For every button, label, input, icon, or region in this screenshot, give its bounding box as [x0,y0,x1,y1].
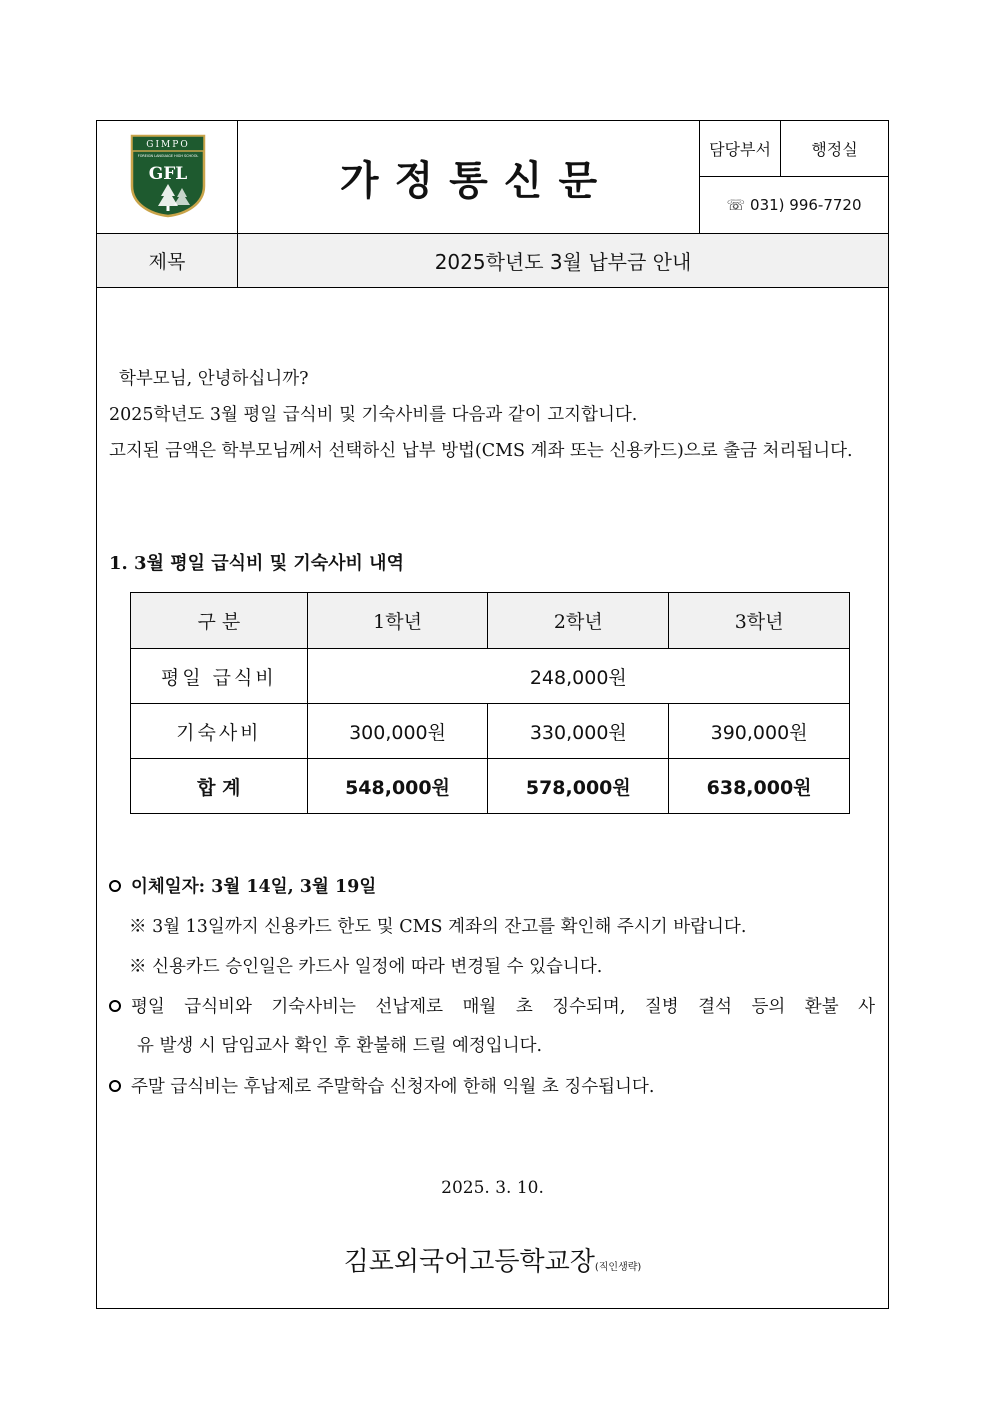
subject-row [97,234,888,288]
dorm-fee: 390,000원 [669,704,850,759]
intro-line-2: 고지된 금액은 학부모님께서 선택하신 납부 방법(CMS 계좌 또는 신용카드)으로 출금 처리됩니다. [109,441,853,461]
document-frame [96,120,889,1309]
dorm-fee: 300,000원 [307,704,488,759]
row-label-dorm: 기숙사비 [131,704,308,759]
intro [109,361,875,469]
row-label-total: 합 계 [131,759,308,814]
svg-text:FOREIGN LANGUAGE HIGH SCHOOL: FOREIGN LANGUAGE HIGH SCHOOL [137,154,199,158]
subject-label: 제목 [97,234,238,287]
total-fee: 638,000원 [669,759,850,814]
seal-note: (직인생략) [594,1262,642,1273]
dorm-fee: 330,000원 [488,704,669,759]
meal-fee: 248,000원 [307,649,849,704]
school-logo [128,134,208,218]
circle-bullet-icon [109,1000,121,1012]
signer-name: 김포외국어고등학교장 [343,1247,595,1277]
subject-value: 2025학년도 3월 납부금 안내 [434,250,692,274]
phone-number: ☏ 031) 996-7720 [726,196,862,214]
total-fee: 578,000원 [488,759,669,814]
table-row-dorm [131,704,850,759]
table-row-total [131,759,850,814]
title-cell [238,121,700,233]
transfer-date: 이체일자: 3월 14일, 3월 19일 [131,877,377,897]
table-header: 구 분 [131,593,308,649]
table-header: 3학년 [669,593,850,649]
header [97,121,888,234]
weekend-meal: 주말 급식비는 후납제로 주말학습 신청자에 한해 익월 초 징수됩니다. [131,1077,655,1097]
dept-value: 행정실 [781,121,888,177]
refund-line-1: 평일 급식비와 기숙사비는 선납제로 매월 초 징수되며, 질병 결석 등의 환불 사 [131,997,875,1017]
note-refund [109,993,875,1057]
total-fee: 548,000원 [307,759,488,814]
table-row-meal [131,649,850,704]
issue-date: 2025. 3. 10. [441,1178,544,1198]
greeting: 학부모님, 안녕하십니까? [119,369,309,389]
document-title: 가정통신문 [339,156,614,204]
table-header-row [131,593,850,649]
note-transfer [109,873,376,898]
svg-text:GIMPO: GIMPO [146,140,190,150]
signature [97,1241,888,1278]
note-sub-2: ※ 신용카드 승인일은 카드사 일정에 따라 변경될 수 있습니다. [129,957,603,977]
fee-table [130,592,850,814]
note-weekend [109,1073,654,1098]
circle-bullet-icon [109,1080,121,1092]
circle-bullet-icon [109,880,121,892]
refund-line-2: 유 발생 시 담임교사 확인 후 환불해 드릴 예정입니다. [137,1036,543,1056]
dept-label: 담당부서 [700,121,781,177]
notes [109,861,875,1111]
table-header: 1학년 [307,593,488,649]
note-sub-1: ※ 3월 13일까지 신용카드 한도 및 CMS 계좌의 잔고를 확인해 주시기 바랍니다. [129,917,747,937]
logo-cell [97,121,238,233]
table-header: 2학년 [488,593,669,649]
intro-line-1: 2025학년도 3월 평일 급식비 및 기숙사비를 다음과 같이 고지합니다. [109,405,638,425]
svg-text:GFL: GFL [148,164,188,184]
row-label-meal: 평일 급식비 [131,649,308,704]
section-title: 1. 3월 평일 급식비 및 기숙사비 내역 [109,553,404,574]
